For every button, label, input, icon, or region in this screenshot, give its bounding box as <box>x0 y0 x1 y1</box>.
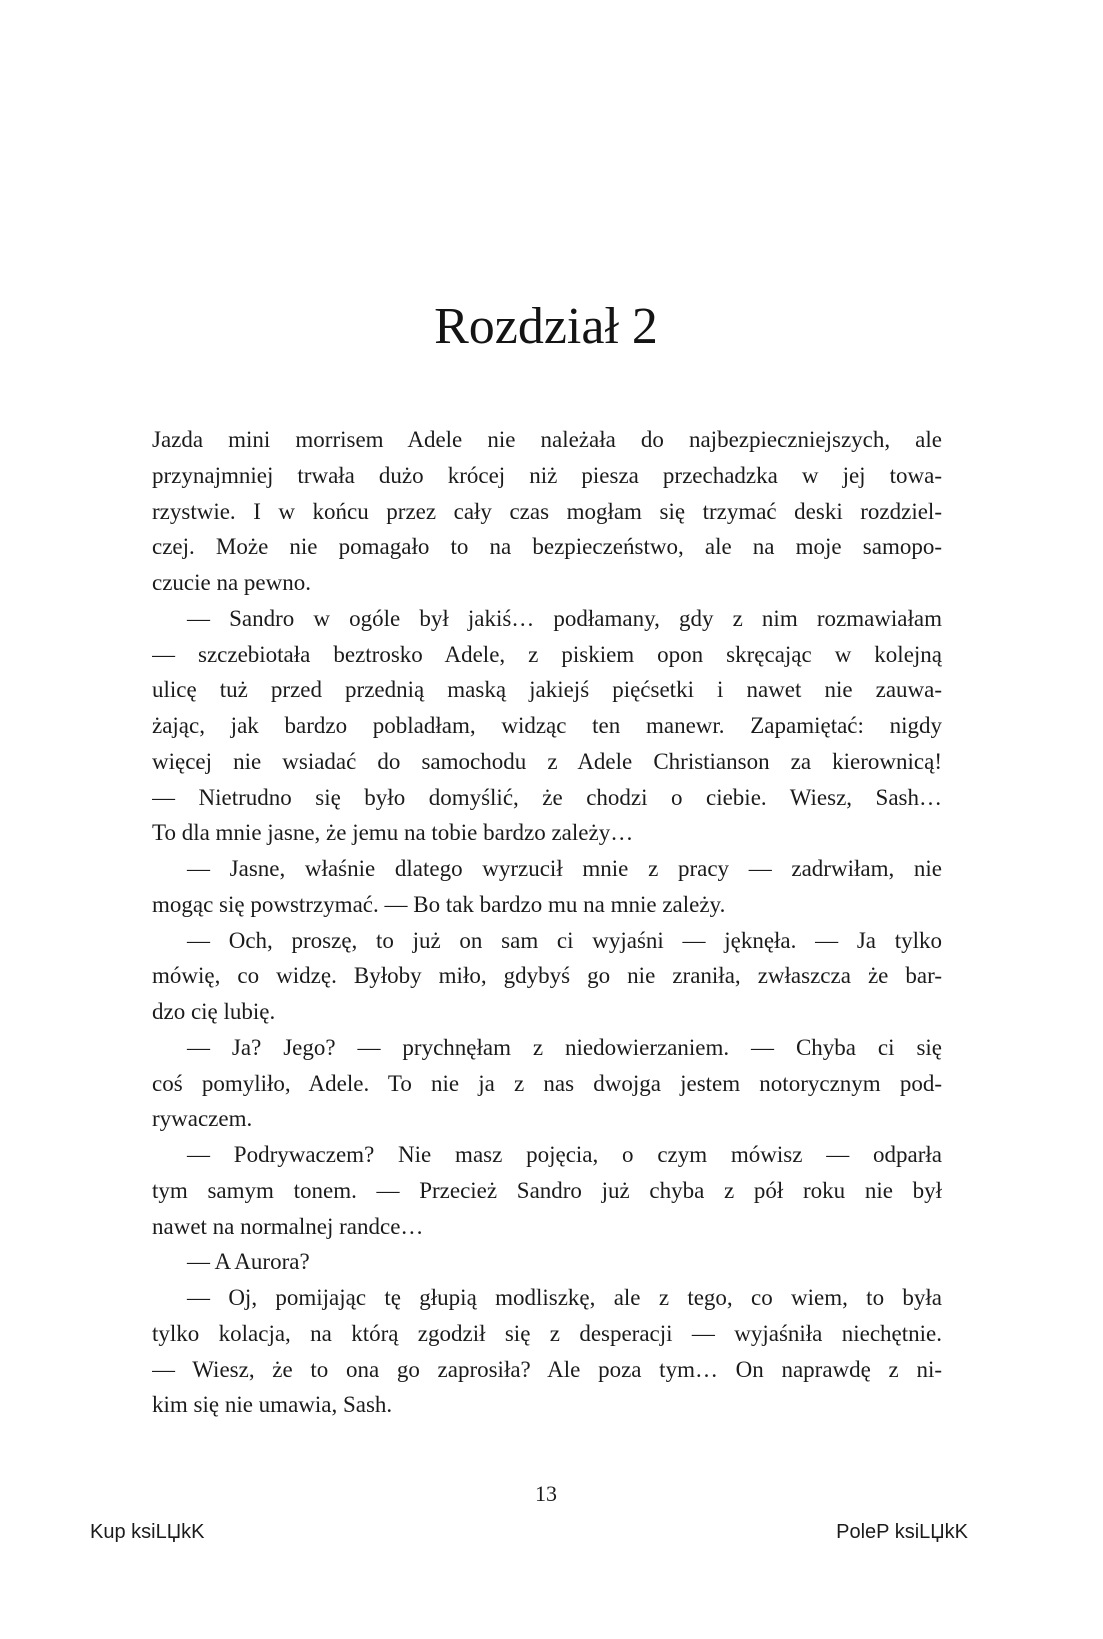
text-line: — szczebiotała beztrosko Adele, z piskiem opon skręcając w kolejną <box>152 641 942 667</box>
text-line: Jazda mini morrisem Adele nie należała do najbezpieczniejszych, ale <box>152 427 942 452</box>
text-line: — Wiesz, że to ona go zaprosiła? Ale poza tym… On naprawdę z ni- <box>152 1356 942 1382</box>
text-line: — Podrywaczem? Nie masz pojęcia, o czym mówisz — odparła <box>187 1142 942 1167</box>
text-line: czucie na pewno. <box>152 570 312 595</box>
text-line: nawet na normalnej randce… <box>152 1213 424 1239</box>
text-line: — Ja? Jego? — prychnęłam z niedowierzaniem. — Chyba ci się <box>187 1034 942 1060</box>
text-line: tylko kolacja, na którą zgodził się z desperacji — wyjaśniła niechętnie. <box>152 1320 942 1346</box>
text-line: dzo cię lubię. <box>152 999 276 1024</box>
recommend-book-link[interactable]: PoleP ksiLЏkK <box>836 1521 968 1543</box>
text-line: mówię, co widzę. Byłoby miło, gdybyś go nie zraniła, zwłaszcza że bar- <box>152 963 942 989</box>
paragraph <box>152 422 942 601</box>
text-line: — Jasne, właśnie dlatego wyrzucił mnie z pracy — zadrwiłam, nie <box>187 856 942 881</box>
paragraph <box>152 1244 942 1280</box>
paragraph <box>152 601 942 851</box>
text-line: — Oj, pomijając tę głupią modliszkę, ale z tego, co wiem, to była <box>187 1285 942 1310</box>
text-line: — A Aurora? <box>187 1249 310 1275</box>
text-line: coś pomyliło, Adele. To nie ja z nas dwojga jestem notorycznym pod- <box>152 1070 942 1096</box>
text-line: tym samym tonem. — Przecież Sandro już chyba z pół roku nie był <box>152 1177 942 1203</box>
text-line: żając, jak bardzo pobladłam, widząc ten manewr. Zapamiętać: nigdy <box>152 713 942 738</box>
paragraph <box>152 851 942 923</box>
text-line: więcej nie wsiadać do samochodu z Adele Christianson za kierownicą! <box>152 748 942 774</box>
chapter-title: Rozdział 2 <box>434 298 658 355</box>
paragraph <box>152 1137 942 1244</box>
paragraph <box>152 1280 942 1423</box>
paragraph <box>152 923 942 1030</box>
text-line: mogąc się powstrzymać. — Bo tak bardzo mu na mnie zależy. <box>152 891 726 917</box>
page-number: 13 <box>535 1481 557 1506</box>
text-line: ulicę tuż przed przednią maską jakiejś pięćsetki i nawet nie zauwa- <box>152 677 942 703</box>
text-line: rywaczem. <box>152 1106 253 1132</box>
text-line: — Sandro w ogóle był jakiś… podłamany, gdy z nim rozmawiałam <box>187 605 942 631</box>
paragraph <box>152 1030 942 1137</box>
text-line: To dla mnie jasne, że jemu na tobie bardzo zależy… <box>152 820 634 846</box>
text-line: — Nietrudno się było domyślić, że chodzi o ciebie. Wiesz, Sash… <box>152 784 942 810</box>
text-line: kim się nie umawia, Sash. <box>152 1392 393 1418</box>
text-line: — Och, proszę, to już on sam ci wyjaśni — jęknęła. — Ja tylko <box>187 927 942 953</box>
buy-book-link[interactable]: Kup ksiLЏkK <box>90 1521 205 1543</box>
text-line: przynajmniej trwała dużo krócej niż piesza przechadzka w jej towa- <box>152 462 942 488</box>
text-line: czej. Może nie pomagało to na bezpieczeństwo, ale na moje samopo- <box>152 534 942 560</box>
body-text <box>152 422 942 1423</box>
text-line: rzystwie. I w końcu przez cały czas mogłam się trzymać deski rozdziel- <box>152 498 942 524</box>
